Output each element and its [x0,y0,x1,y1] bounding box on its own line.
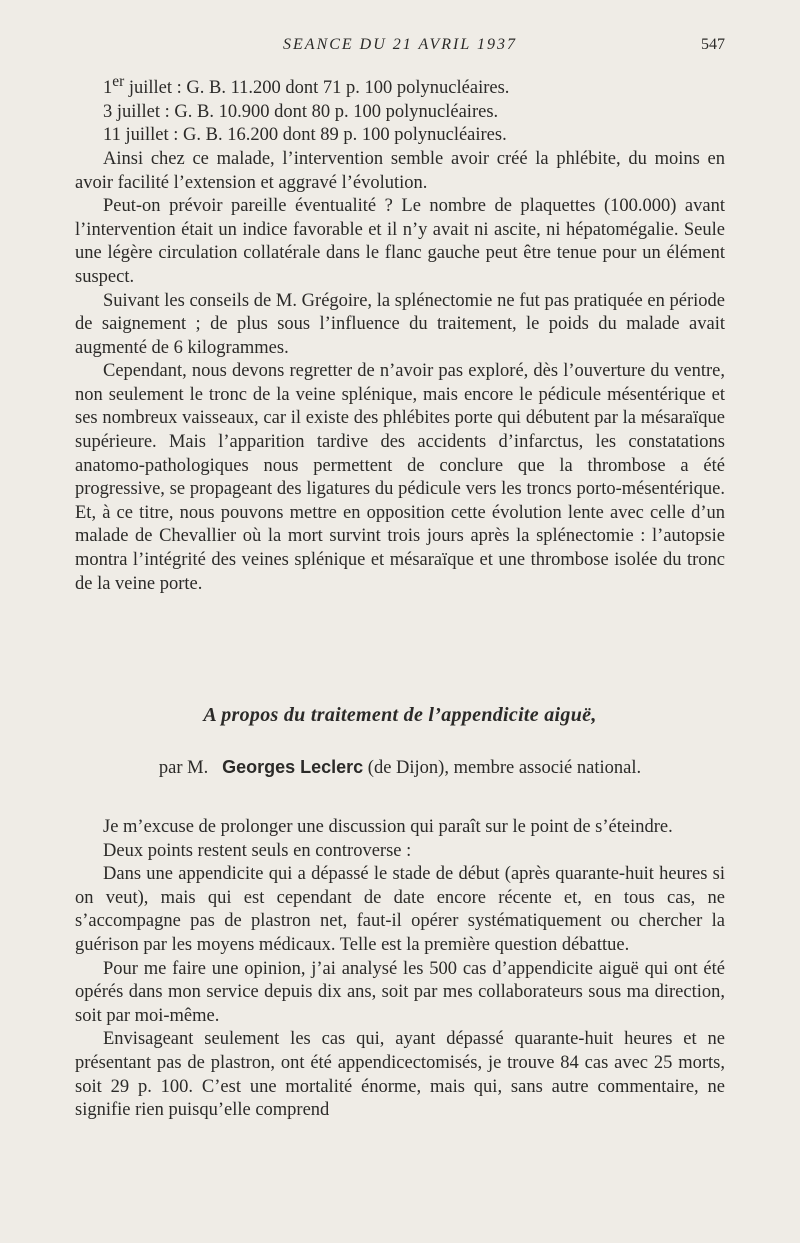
day-number: 1 [103,78,113,99]
count-text: juillet : G. B. 10.900 dont 80 p. 100 polynucléaires. [112,101,499,122]
page-number: 547 [701,36,725,53]
blood-count-line [75,101,725,125]
author-name: Georges Leclerc [222,757,364,777]
paragraph: Envisageant seulement les cas qui, ayant dépassé quarante-huit heures et ne présentant pas de plastron, ont été appendicectomisés, je trouve 84 cas avec 25 morts, soit 29 p. 100. C’est une mortalité énorme, mais qui, sans autre commentaire, ne signifie rien puisqu’elle comprend [75,1029,725,1121]
byline-prefix: par M. [158,758,209,778]
blood-count-line [75,70,725,101]
running-header [75,36,725,60]
paragraph: Pour me faire une opinion, j’ai analysé les 500 cas d’appendicite aiguë qui ont été opérés dans mon service depuis dix ans, soit par mes collaborateurs sous ma direction, soit par moi-même. [75,958,725,1026]
paragraph: Peut-on prévoir pareille éventualité ? Le nombre de plaquettes (100.000) avant l’intervention était un indice favorable et il n’y avait ni ascite, ni hépatomégalie. Seule une légère circulation collatérale dans le flanc gauche peut être tenue pour un élément suspect. [75,196,725,287]
paragraph: Ainsi chez ce malade, l’intervention semble avoir créé la phlébite, du moins en avoir facilité l’extension et aggravé l’évolution. [75,148,725,193]
count-text: juillet : G. B. 11.200 dont 71 p. 100 polynucléaires. [124,78,510,99]
paragraph: Dans une appendicite qui a dépassé le stade de début (après quarante-huit heures si on veut), mais qui est cependant de date encore récente et, en tous cas, ne s’accompagne pas de plastron net, faut-il opérer systématiquement ou chercher la guérison par les moyens médicaux. Telle est la première question débattue. [75,864,725,955]
continuation-text [75,70,725,596]
running-header-title: SEANCE DU 21 AVRIL 1937 [283,36,517,53]
day-number: 11 [103,125,121,146]
byline [75,757,725,779]
paragraph: Deux points restent seuls en controverse : [103,840,412,861]
article-title: A propos du traitement de l’appendicite aiguë, [203,704,597,726]
day-suffix: er [112,73,125,90]
day-number: 3 [103,101,113,122]
paragraph: Je m’excuse de prolonger une discussion qui paraît sur le point de s’éteindre. [103,817,673,837]
blood-count-line [75,124,725,148]
byline-suffix: (de Dijon), membre associé national. [367,758,642,778]
paragraph: Cependant, nous devons regretter de n’avoir pas exploré, dès l’ouverture du ventre, non seulement le tronc de la veine splénique, mais encore le pédicule mésentérique et ses nombreux vaisseaux, car il existe des phlébites porte qui débutent par la mésaraïque supérieure. Mais l’apparition tardive des accidents d’infarctus, les constatations anatomo-pathologiques nous permettent de conclure que la thrombose a été progressive, se propageant des ligatures du pédicule vers les troncs porto-mésentérique. Et, à ce titre, nous pouvons mettre en opposition cette évolution lente avec celle d’un malade de Chevallier où la mort survint trois jours après la splénectomie : l’autopsie montra l’intégrité des veines splénique et mésaraïque et une thrombose isolée du tronc de la veine porte. [75,361,725,594]
paragraph: Suivant les conseils de M. Grégoire, la splénectomie ne fut pas pratiquée en période de saignement ; de plus sous l’influence du traitement, le poids du malade avait augmenté de 6 kilogrammes. [75,290,725,358]
count-text: juillet : G. B. 16.200 dont 89 p. 100 polynucléaires. [120,125,507,146]
article-body [75,816,725,1123]
